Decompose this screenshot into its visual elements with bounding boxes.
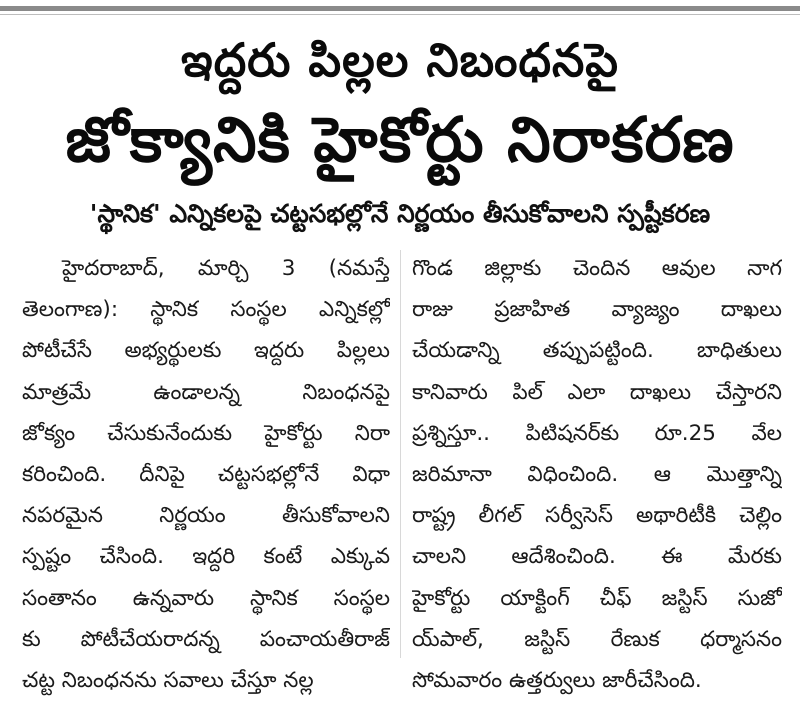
article-line: నపరమైన నిర్ణయం తీసుకోవాలని [22,503,390,529]
headline-line-1: ఇద్దరు పిల్లల నిబంధనపై [181,33,619,87]
article-line: గొండ జిల్లాకు చెందిన ఆవుల నాగ [412,256,782,281]
article-line: రాష్ట్ర లీగల్ సర్వీసెస్ అథారిటీకి చెల్లిం [412,503,782,529]
article-line: హైకోర్టు యాక్టింగ్ చీఫ్ జస్టిస్ సుజో [412,585,782,611]
article-line: స్పష్టం చేసింది. ఇద్దరి కంటే ఎక్కువ [22,544,390,570]
article-line: జోక్యం చేసుకునేందుకు హైకోర్టు నిరా [22,420,390,446]
article-line: కు పోటీచేయరాదన్న పంచాయతీరాజ్ [22,626,390,652]
article-line: సోమవారం ఉత్తర్వులు జారీచేసింది. [412,667,702,693]
article-line: మాత్రమే ఉండాలన్న నిబంధనపై [22,379,390,405]
article-line: య్‌పాల్, జస్టిస్ రేణుక ధర్మాసనం [412,626,782,652]
article-line: ప్రశ్నిస్తూ.. పిటిషనర్‌కు రూ.25 వేల [412,420,782,446]
headline-line-2: జోక్యానికి హైకోర్టు నిరాకరణ [65,103,735,176]
article-line: తెలంగాణ): స్థానిక సంస్థల ఎన్నికల్లో [22,297,390,323]
article-line: జరిమానా విధించింది. ఆ మొత్తాన్ని [412,461,782,487]
article-column-right [412,248,782,701]
article-line: సంతానం ఉన్నవారు స్థానిక సంస్థల [22,585,390,611]
article-line: రాజు ప్రజాహిత వ్యాజ్యం దాఖలు [412,297,782,323]
article-line: చాలని ఆదేశించింది. ఈ మేరకు [412,544,782,570]
top-border-rule [0,6,800,11]
column-divider [400,250,401,658]
subheadline: 'స్థానిక' ఎన్నికలపై చట్టసభల్లోనే నిర్ణయం తీసుకోవాలని స్పష్టీకరణ [89,199,711,228]
article-column-left [22,248,390,701]
article-line: హైదరాబాద్, మార్చి 3 (నమస్తే [62,256,390,281]
article-line: చట్ట నిబంధనను సవాలు చేస్తూ నల్ల [22,667,314,693]
article-line: పోటీచేసే అభ్యర్థులకు ఇద్దరు పిల్లలు [22,338,390,364]
article-line: కానివారు పిల్ ఎలా దాఖలు చేస్తారని [412,379,782,405]
article-line: కరించింది. దీనిపై చట్టసభల్లోనే విధా [22,461,390,487]
article-line: చేయడాన్ని తప్పుపట్టింది. బాధితులు [412,338,782,364]
top-border-rule-thin [0,14,800,15]
